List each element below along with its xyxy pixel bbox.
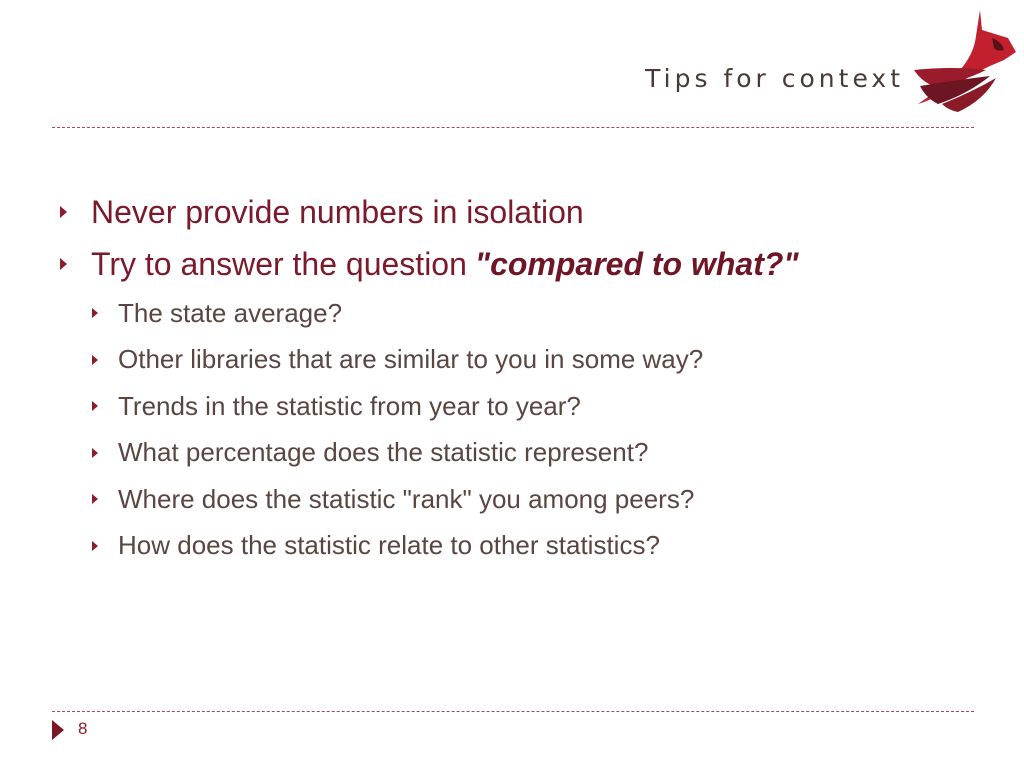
bullet-arrow-icon: [92, 401, 98, 411]
slide-title: Tips for context: [645, 64, 904, 93]
bullet-item: [60, 238, 960, 290]
sub-bullet-item: [60, 523, 960, 570]
bullet-arrow-icon: [60, 206, 67, 218]
header-divider: [52, 127, 974, 128]
sub-bullet-text: How does the statistic relate to other statistics?: [118, 530, 660, 561]
sub-bullet-text: The state average?: [118, 297, 343, 328]
bullet-text: Never provide numbers in isolation: [91, 193, 584, 230]
cardinal-bird-logo: [912, 8, 1018, 116]
bullet-arrow-icon: [60, 258, 67, 270]
sub-bullet-item: [60, 383, 960, 430]
bullet-item: [60, 186, 960, 238]
footer-divider: [52, 711, 974, 712]
sub-bullet-item: [60, 337, 960, 384]
bullet-text: Try to answer the question: [91, 245, 467, 282]
bullet-arrow-icon: [92, 494, 98, 504]
bullet-arrow-icon: [92, 448, 98, 458]
sub-bullet-text: What percentage does the statistic represent?: [118, 437, 649, 468]
bullet-arrow-icon: [92, 308, 98, 318]
bullet-arrow-icon: [92, 355, 98, 365]
bullet-arrow-icon: [92, 541, 98, 551]
sub-bullet-text: Where does the statistic "rank" you among peers?: [118, 483, 695, 514]
page-number: 8: [78, 719, 88, 738]
sub-bullet-text: Trends in the statistic from year to year?: [118, 390, 581, 421]
sub-bullet-item: [60, 290, 960, 337]
triangle-arrow-icon: [52, 720, 64, 740]
sub-bullet-text: Other libraries that are similar to you in some way?: [118, 344, 704, 375]
sub-bullet-item: [60, 476, 960, 523]
bullet-list: [60, 186, 960, 569]
emphasis-text: "compared to what?": [474, 245, 799, 282]
sub-bullet-item: [60, 430, 960, 477]
